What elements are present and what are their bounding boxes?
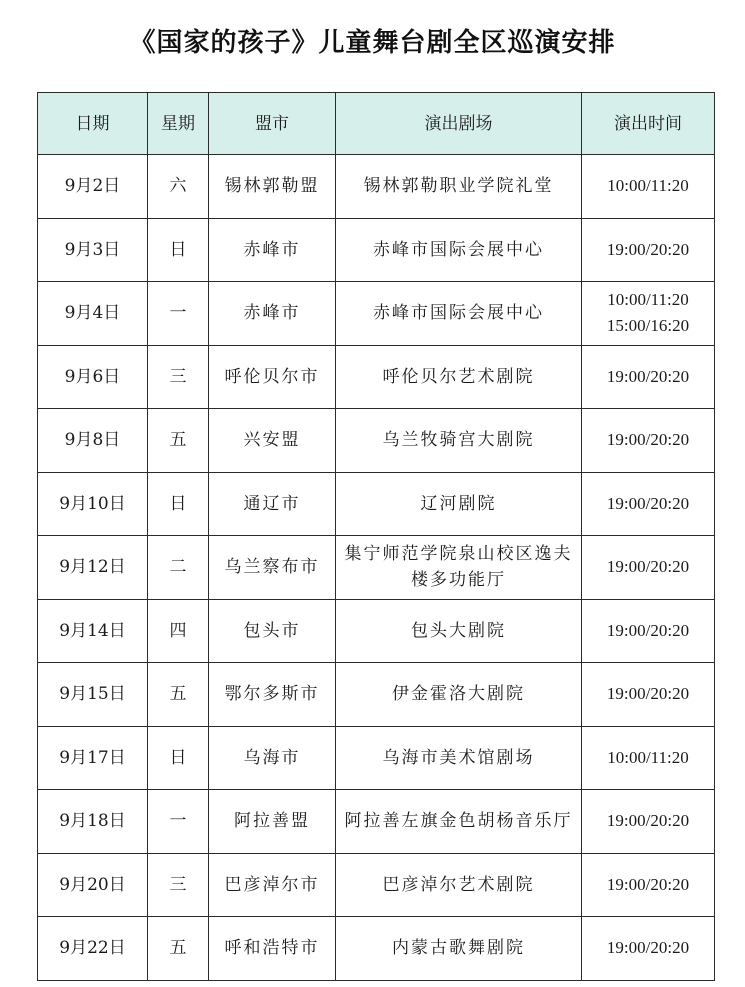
- city-cell: 赤峰市: [209, 282, 336, 346]
- city-cell: 锡林郭勒盟: [209, 155, 336, 219]
- time-cell: [582, 282, 715, 346]
- city-cell: 赤峰市: [209, 218, 336, 282]
- venue-cell: 赤峰市国际会展中心: [336, 282, 582, 346]
- show-time: 10:00/11:20: [607, 747, 689, 767]
- table-row: [38, 917, 715, 981]
- table-row: [38, 663, 715, 727]
- time-cell: [582, 853, 715, 917]
- venue-cell: 内蒙古歌舞剧院: [336, 917, 582, 981]
- show-time: 19:00/20:20: [606, 620, 690, 640]
- date-cell: 9月2日: [38, 155, 148, 219]
- date-cell: 9月6日: [38, 345, 148, 409]
- venue-cell: 锡林郭勒职业学院礼堂: [336, 155, 582, 219]
- time-cell: [582, 917, 715, 981]
- date-cell: 9月18日: [38, 790, 148, 854]
- venue-cell: 巴彦淖尔艺术剧院: [336, 853, 582, 917]
- table-row: [38, 790, 715, 854]
- column-header-venue: 演出剧场: [336, 93, 582, 155]
- date-cell: 9月12日: [38, 536, 148, 600]
- city-cell: 乌海市: [209, 726, 336, 790]
- venue-cell: 呼伦贝尔艺术剧院: [336, 345, 582, 409]
- table-row: [38, 218, 715, 282]
- time-cell: [582, 218, 715, 282]
- weekday-cell: 一: [148, 790, 209, 854]
- date-cell: 9月4日: [38, 282, 148, 346]
- weekday-cell: 三: [148, 345, 209, 409]
- weekday-cell: 日: [148, 726, 209, 790]
- weekday-cell: 四: [148, 599, 209, 663]
- date-cell: 9月20日: [38, 853, 148, 917]
- show-time: 10:00/11:20: [607, 176, 689, 196]
- venue-cell: 包头大剧院: [336, 599, 582, 663]
- show-time: 19:00/20:20: [606, 430, 690, 450]
- page-title: 《国家的孩子》儿童舞台剧全区巡演安排: [129, 28, 616, 58]
- date-cell: 9月15日: [38, 663, 148, 727]
- show-time: 19:00/20:20: [606, 874, 690, 894]
- show-time: 10:00/11:20: [607, 290, 689, 310]
- city-cell: 包头市: [209, 599, 336, 663]
- schedule-table: [37, 92, 715, 981]
- column-header-city: 盟市: [209, 93, 336, 155]
- weekday-cell: 五: [148, 663, 209, 727]
- city-cell: 呼伦贝尔市: [209, 345, 336, 409]
- show-time: 19:00/20:20: [606, 938, 690, 958]
- venue-cell: 辽河剧院: [336, 472, 582, 536]
- weekday-cell: 二: [148, 536, 209, 600]
- table-row: [38, 599, 715, 663]
- venue-cell: 乌海市美术馆剧场: [336, 726, 582, 790]
- city-cell: 阿拉善盟: [209, 790, 336, 854]
- weekday-cell: 一: [148, 282, 209, 346]
- city-cell: 鄂尔多斯市: [209, 663, 336, 727]
- show-time: 19:00/20:20: [606, 811, 690, 831]
- venue-cell: 集宁师范学院泉山校区逸夫楼多功能厅: [336, 536, 582, 600]
- date-cell: 9月3日: [38, 218, 148, 282]
- venue-cell: 赤峰市国际会展中心: [336, 218, 582, 282]
- weekday-cell: 三: [148, 853, 209, 917]
- weekday-cell: 五: [148, 409, 209, 473]
- time-cell: [582, 790, 715, 854]
- time-cell: [582, 409, 715, 473]
- table-row: [38, 155, 715, 219]
- date-cell: 9月14日: [38, 599, 148, 663]
- time-cell: [582, 155, 715, 219]
- weekday-cell: 日: [148, 218, 209, 282]
- venue-cell: 乌兰牧骑宫大剧院: [336, 409, 582, 473]
- city-cell: 巴彦淖尔市: [209, 853, 336, 917]
- date-cell: 9月10日: [38, 472, 148, 536]
- time-cell: [582, 345, 715, 409]
- time-cell: [582, 726, 715, 790]
- table-row: [38, 345, 715, 409]
- table-row: [38, 472, 715, 536]
- date-cell: 9月17日: [38, 726, 148, 790]
- time-cell: [582, 472, 715, 536]
- weekday-cell: 六: [148, 155, 209, 219]
- show-time: 19:00/20:20: [606, 684, 690, 704]
- show-time: 19:00/20:20: [606, 239, 690, 259]
- city-cell: 通辽市: [209, 472, 336, 536]
- show-time: 19:00/20:20: [606, 493, 690, 513]
- date-cell: 9月8日: [38, 409, 148, 473]
- city-cell: 兴安盟: [209, 409, 336, 473]
- weekday-cell: 日: [148, 472, 209, 536]
- show-time: 15:00/16:20: [606, 316, 690, 336]
- table-row: [38, 853, 715, 917]
- table-row: [38, 282, 715, 346]
- venue-cell: 伊金霍洛大剧院: [336, 663, 582, 727]
- time-cell: [582, 536, 715, 600]
- header-row: [38, 93, 715, 155]
- weekday-cell: 五: [148, 917, 209, 981]
- table-body: [38, 155, 715, 981]
- time-cell: [582, 663, 715, 727]
- city-cell: 乌兰察布市: [209, 536, 336, 600]
- show-time: 19:00/20:20: [606, 557, 690, 577]
- column-header-weekday: 星期: [148, 93, 209, 155]
- city-cell: 呼和浩特市: [209, 917, 336, 981]
- show-time: 19:00/20:20: [606, 366, 690, 386]
- time-cell: [582, 599, 715, 663]
- table-row: [38, 726, 715, 790]
- date-cell: 9月22日: [38, 917, 148, 981]
- column-header-date: 日期: [38, 93, 148, 155]
- table-row: [38, 409, 715, 473]
- venue-cell: 阿拉善左旗金色胡杨音乐厅: [336, 790, 582, 854]
- column-header-time: 演出时间: [582, 93, 715, 155]
- table-row: [38, 536, 715, 600]
